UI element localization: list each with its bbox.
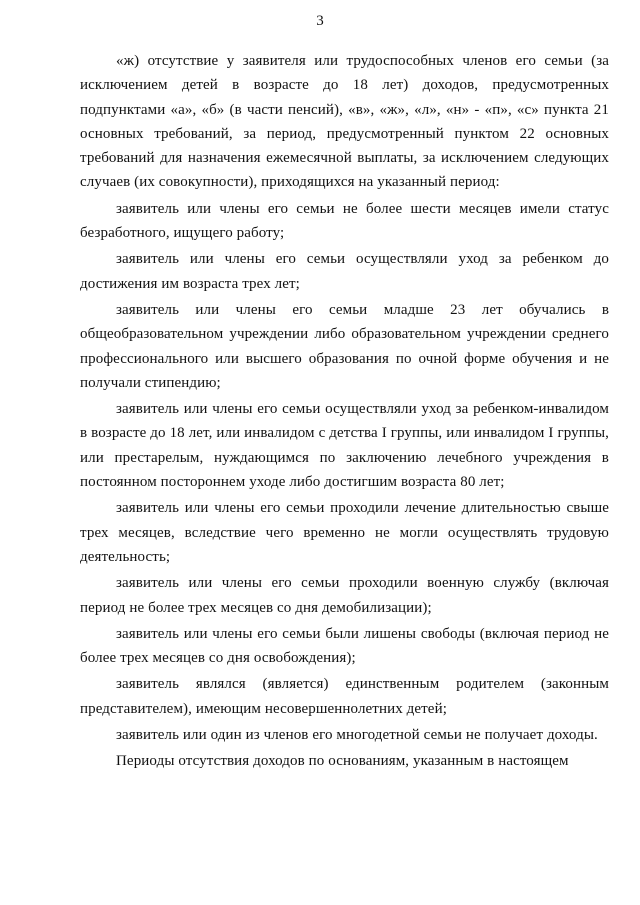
paragraph-education: заявитель или члены его семьи младше 23 лет обучались в общеобразовательном учреждении либо образовательном учреждении среднего профессионального или высшего образования по очной форме обучения и не получали стипендию;: [80, 301, 609, 391]
paragraph-single-parent: заявитель являлся (является) единственным родителем (законным представителем), имеющим несовершеннолетних детей;: [80, 676, 609, 717]
paragraph-medical-treatment: заявитель или члены его семьи проходили лечение длительностью свыше трех месяцев, вследствие чего временно не могли осуществлять трудовую деятельность;: [80, 500, 609, 565]
paragraph-large-family: заявитель или один из членов его многодетной семьи не получает доходы.: [116, 727, 598, 744]
paragraph-unemployed: заявитель или члены его семьи не более шести месяцев имели статус безработного, ищущего работу;: [80, 200, 609, 242]
paragraph-subparagraph-zh: «ж) отсутствие у заявителя или трудоспособных членов его семьи (за исключением детей в возрасте до 18 лет) доходов, предусмотренных подпунктами «а», «б» (в части пенсий), «в», «ж», «л», «н» - «п», «с» пункта 21 основных требований, за период, предусмотренный пунктом 22 основных требований для назначения ежемесячной выплаты, за исключением следующих случаев (их совокупности), приходящихся на указанный период:: [80, 53, 609, 191]
paragraph-imprisonment: заявитель или члены его семьи были лишены свободы (включая период не более трех месяцев со дня освобождения);: [80, 625, 609, 667]
paragraph-military-service: заявитель или члены его семьи проходили военную службу (включая период не более трех месяцев со дня демобилизации);: [80, 575, 609, 616]
paragraph-child-care: заявитель или члены его семьи осуществляли уход за ребенком до достижения им возраста трех лет;: [80, 251, 609, 292]
paragraph-periods-no-income: Периоды отсутствия доходов по основаниям, указанным в настоящем: [116, 753, 569, 770]
document-body: [80, 49, 609, 776]
paragraph-disabled-care: заявитель или члены его семьи осуществляли уход за ребенком-инвалидом в возрасте до 18 лет, или инвалидом с детства I группы, или инвалидом I группы, или престарелым, нуждающимся по заключению лечебного учреждения в постоянном постороннем уходе либо достигшим возраста 80 лет;: [80, 401, 609, 491]
page-number: 3: [316, 13, 324, 29]
